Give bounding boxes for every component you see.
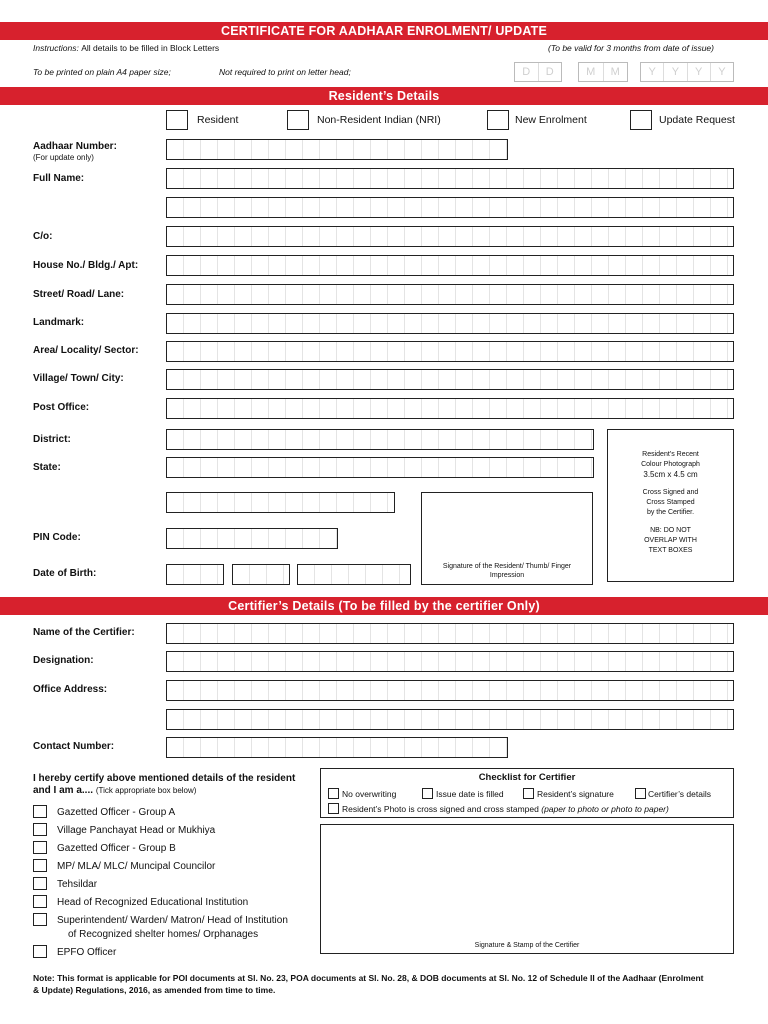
- contact-number-field[interactable]: [166, 737, 508, 758]
- declaration: [33, 773, 295, 797]
- issue-date-day[interactable]: D D: [514, 62, 562, 82]
- declaration-line1: I hereby certify above mentioned details of the resident: [33, 773, 296, 784]
- dob-year-field[interactable]: [297, 564, 411, 585]
- district-field[interactable]: [166, 429, 594, 450]
- footer-note: [33, 972, 743, 996]
- certifier-name-field[interactable]: [166, 623, 734, 644]
- checkbox-photo-cross-signed[interactable]: [328, 803, 339, 814]
- checkbox-epfo[interactable]: [33, 945, 47, 958]
- instructions-prefix: Instructions:: [33, 43, 79, 53]
- resident-signature-caption: Signature of the Resident/ Thumb/ Finger Impression: [442, 563, 572, 579]
- checkbox-gazetted-a[interactable]: [33, 805, 47, 818]
- photo-line7: NB: DO NOT: [650, 527, 691, 534]
- aadhaar-number-field[interactable]: [166, 139, 508, 160]
- option-resident-label: Resident: [197, 114, 239, 126]
- validity-note: (To be valid for 3 months from date of issue): [548, 43, 714, 53]
- stamp-caption: Signature & Stamp of the Certifier: [474, 942, 580, 949]
- checkbox-tehsildar[interactable]: [33, 877, 47, 890]
- checkbox-nri[interactable]: [287, 110, 309, 130]
- certifier-stamp-box[interactable]: [320, 824, 734, 954]
- photo-line1: Resident’s Recent: [642, 451, 699, 458]
- form-title: CERTIFICATE FOR AADHAAR ENROLMENT/ UPDATE: [0, 22, 768, 40]
- issue-date-month[interactable]: M M: [578, 62, 628, 82]
- full-name-label: Full Name:: [33, 173, 85, 184]
- checkbox-panchayat-head[interactable]: [33, 823, 47, 836]
- designation-field[interactable]: [166, 651, 734, 672]
- checkbox-update-request[interactable]: [630, 110, 652, 130]
- role-superintendent-line2: of Recognized shelter homes/ Orphanages: [68, 929, 259, 940]
- checkbox-new-enrolment[interactable]: [487, 110, 509, 130]
- checkbox-no-overwriting[interactable]: [328, 788, 339, 799]
- issue-date-year[interactable]: Y Y Y Y: [640, 62, 734, 82]
- certifier-name-label: Name of the Certifier:: [33, 627, 135, 638]
- resident-section-title: Resident’s Details: [0, 87, 768, 105]
- photo-size: 3.5cm x 4.5 cm: [643, 470, 698, 479]
- aadhaar-note: (For update only): [33, 153, 94, 162]
- checkbox-resident[interactable]: [166, 110, 188, 130]
- state-field-line2[interactable]: [166, 492, 395, 513]
- house-label: House No./ Bldg./ Apt:: [33, 260, 139, 271]
- role-gazetted-a: Gazetted Officer - Group A: [57, 807, 176, 818]
- dob-day-field[interactable]: [166, 564, 224, 585]
- village-label: Village/ Town/ City:: [33, 373, 124, 384]
- street-field[interactable]: [166, 284, 734, 305]
- dob-label: Date of Birth:: [33, 568, 97, 579]
- photo-line8: OVERLAP WITH: [644, 537, 697, 544]
- pin-code-field[interactable]: [166, 528, 338, 549]
- office-address-label: Office Address:: [33, 684, 108, 695]
- resident-photo-box[interactable]: [607, 429, 734, 582]
- checkbox-superintendent[interactable]: [33, 913, 47, 926]
- area-label: Area/ Locality/ Sector:: [33, 345, 139, 356]
- state-label: State:: [33, 462, 61, 473]
- full-name-field-line1[interactable]: [166, 168, 734, 189]
- checkbox-mp-mla[interactable]: [33, 859, 47, 872]
- house-field[interactable]: [166, 255, 734, 276]
- footer-note-line1: Note: This format is applicable for POI documents at Sl. No. 23, POA documents at Sl. No. 28, & DOB documents at Sl. No. 12 of Schedule II of the Aadhaar (Enrolment: [33, 973, 704, 983]
- full-name-field-line2[interactable]: [166, 197, 734, 218]
- resident-signature-box[interactable]: [421, 492, 593, 585]
- post-office-field[interactable]: [166, 398, 734, 419]
- role-mp-mla: MP/ MLA/ MLC/ Muncipal Councilor: [57, 861, 216, 872]
- photo-line2: Colour Photograph: [641, 461, 700, 468]
- office-address-field-line2[interactable]: [166, 709, 734, 730]
- pin-code-label: PIN Code:: [33, 532, 81, 543]
- print-note: To be printed on plain A4 paper size;: [33, 67, 171, 77]
- photo-line5: Cross Stamped: [646, 499, 695, 506]
- role-superintendent-line1: Superintendent/ Warden/ Matron/ Head of Institution: [57, 915, 288, 926]
- checklist-no-overwriting: No overwriting: [342, 789, 397, 799]
- checklist-photo: [342, 804, 669, 814]
- instructions-text: All details to be filled in Block Letters: [81, 43, 220, 53]
- role-panchayat-head: Village Panchayat Head or Mukhiya: [57, 825, 216, 836]
- checklist-title: Checklist for Certifier: [478, 772, 576, 783]
- photo-line6: by the Certifier.: [646, 509, 695, 516]
- area-field[interactable]: [166, 341, 734, 362]
- care-of-label: C/o:: [33, 231, 53, 242]
- checklist-resident-signature: Resident’s signature: [537, 789, 614, 799]
- declaration-line2: and I am a....: [33, 785, 94, 796]
- district-label: District:: [33, 434, 71, 445]
- office-address-field-line1[interactable]: [166, 680, 734, 701]
- checkbox-gazetted-b[interactable]: [33, 841, 47, 854]
- checkbox-head-institution[interactable]: [33, 895, 47, 908]
- letterhead-note: Not required to print on letter head;: [219, 67, 351, 77]
- role-tehsildar: Tehsildar: [57, 879, 98, 890]
- option-new-enrolment-label: New Enrolment: [515, 114, 587, 126]
- designation-label: Designation:: [33, 655, 94, 666]
- care-of-field[interactable]: [166, 226, 734, 247]
- checkbox-issue-date[interactable]: [422, 788, 433, 799]
- option-update-request-label: Update Request: [659, 114, 735, 126]
- dob-month-field[interactable]: [232, 564, 290, 585]
- photo-line9: TEXT BOXES: [648, 547, 693, 554]
- checklist-photo-note: (paper to photo or photo to paper): [541, 804, 669, 814]
- checklist-certifier-details: Certifier’s details: [648, 789, 711, 799]
- landmark-field[interactable]: [166, 313, 734, 334]
- aadhaar-label: Aadhaar Number: (For update only): [33, 141, 117, 162]
- declaration-note: (Tick appropriate box below): [95, 786, 197, 795]
- street-label: Street/ Road/ Lane:: [33, 289, 125, 300]
- landmark-label: Landmark:: [33, 317, 85, 328]
- option-nri-label: Non-Resident Indian (NRI): [317, 114, 441, 126]
- role-epfo: EPFO Officer: [57, 947, 117, 958]
- state-field-line1[interactable]: [166, 457, 594, 478]
- checklist-issue-date: Issue date is filled: [436, 789, 504, 799]
- contact-number-label: Contact Number:: [33, 741, 115, 752]
- certifier-section-title: Certifier’s Details (To be filled by the certifier Only): [0, 597, 768, 615]
- checklist-photo-text: Resident’s Photo is cross signed and cross stamped: [342, 804, 539, 814]
- instructions: [33, 43, 219, 53]
- role-gazetted-b: Gazetted Officer - Group B: [57, 843, 176, 854]
- footer-note-line2: & Update) Regulations, 2016, as amended from time to time.: [33, 985, 276, 995]
- photo-line4: Cross Signed and: [642, 489, 699, 496]
- post-office-label: Post Office:: [33, 402, 90, 413]
- village-field[interactable]: [166, 369, 734, 390]
- checkbox-resident-signature[interactable]: [523, 788, 534, 799]
- role-head-institution: Head of Recognized Educational Institution: [57, 897, 249, 908]
- checkbox-certifier-details[interactable]: [635, 788, 646, 799]
